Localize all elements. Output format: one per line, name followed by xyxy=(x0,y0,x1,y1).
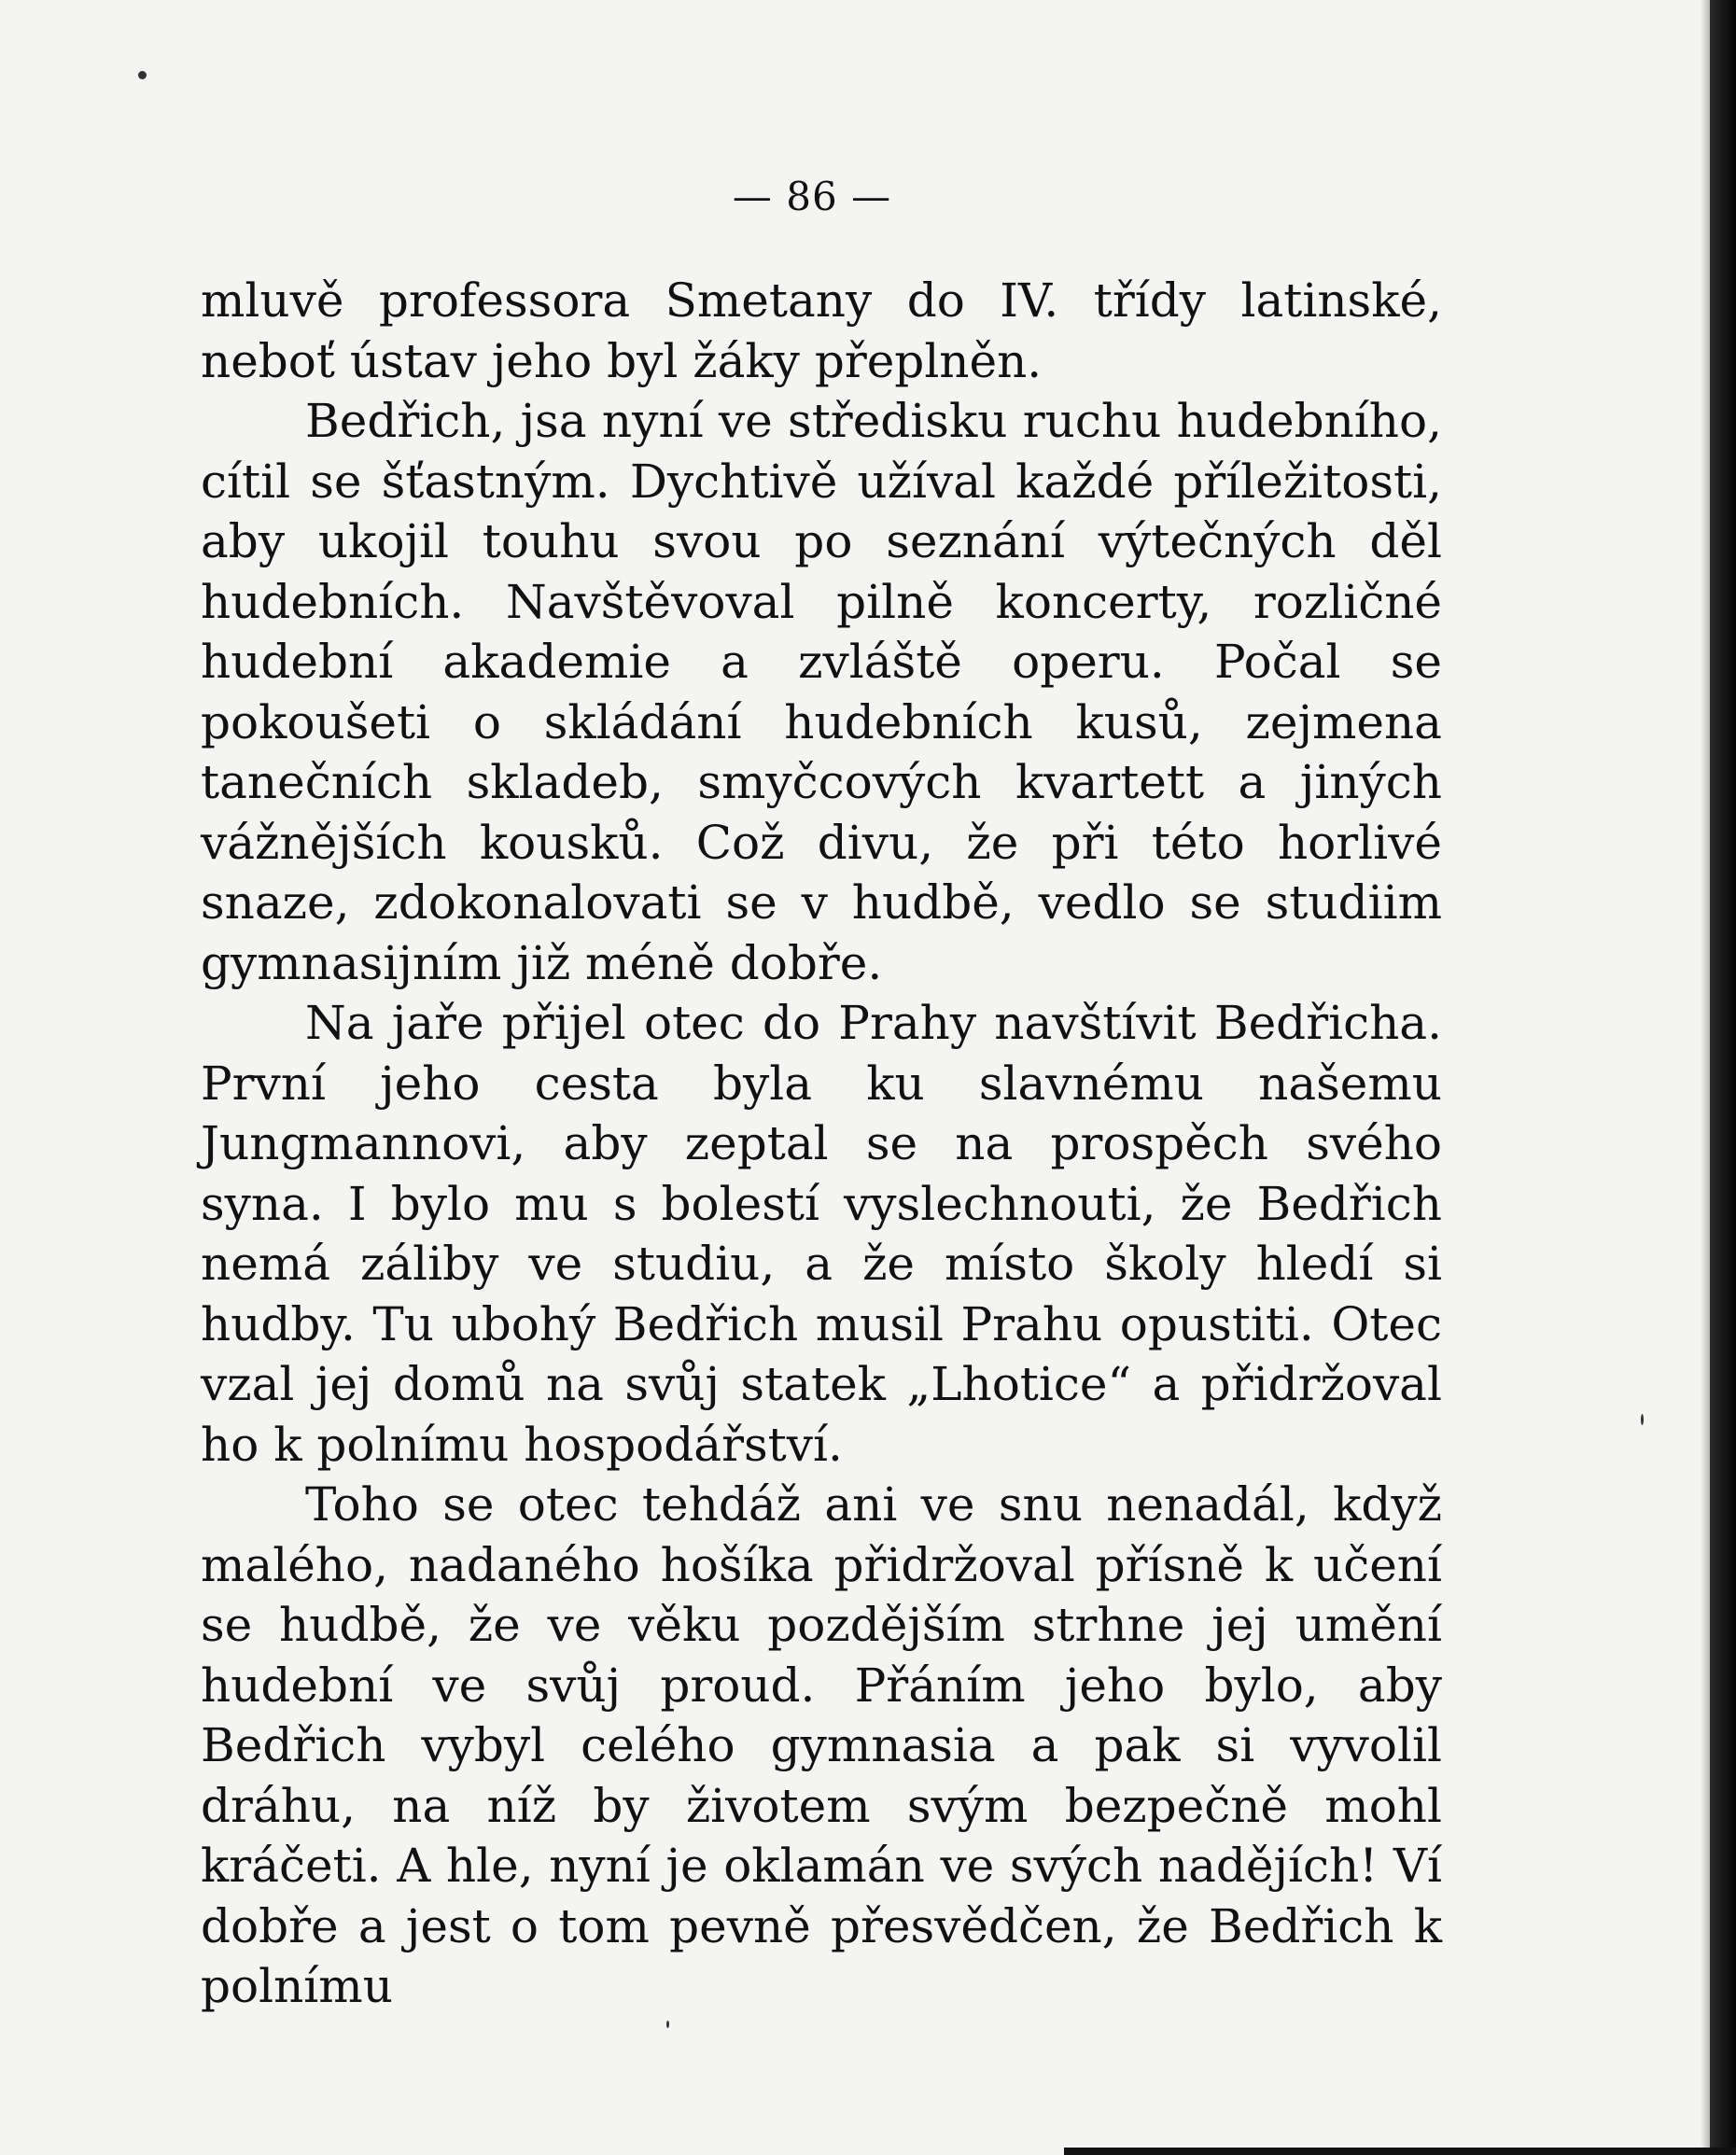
body-text xyxy=(201,271,1442,2017)
paragraph-3: Na jaře přijel otec do Prahy navštívit Bedřicha. První jeho cesta byla ku slavnému našemu Jungmannovi, aby zeptal se na prospěch svého syna. I bylo mu s bolestí vyslechnouti, že Bedřich nemá záliby ve studiu, a že místo školy hledí si hudby. Tu ubohý Bedřich musil Prahu opustiti. Otec vzal jej domů na svůj statek „Lhotice“ a přidržoval ho k polnímu hospodářství. xyxy=(201,996,1442,1472)
paragraph-1: mluvě professora Smetany do IV. třídy latinské, neboť ústav jeho byl žáky přeplněn. xyxy=(201,273,1442,388)
scan-speck xyxy=(666,2021,669,2028)
scan-speck xyxy=(1641,1414,1644,1425)
page-edge xyxy=(1710,0,1736,2155)
page-bottom-edge xyxy=(1064,2148,1736,2155)
scan-speck xyxy=(138,71,147,79)
paragraph-4: Toho se otec tehdáž ani ve snu nenadál, když malého, nadaného hošíka přidržoval přísně k učení se hudbě, že ve věku pozdějším strhne jej umění hudební ve svůj proud. Přáním jeho bylo, aby Bedřich vybyl celého gymnasia a pak si vyvolil dráhu, na níž by životem svým bezpečně mohl kráčeti. A hle, nyní je oklamán ve svých nadějích! Ví dobře a jest o tom pevně přesvědčen, že Bedřich k polnímu xyxy=(201,1477,1442,2013)
paragraph-2: Bedřich, jsa nyní ve středisku ruchu hudebního, cítil se šťastným. Dychtivě užíval každé příležitosti, aby ukojil touhu svou po seznání výtečných děl hudebních. Navštěvoval pilně koncerty, rozličné hudební akademie a zvláště operu. Počal se pokoušeti o skládání hudebních kusů, zejmena tanečních skladeb, smyčcových kvartett a jiných vážnějších kousků. Což divu, že při této horlivé snaze, zdokonalovati se v hudbě, vedlo se studiim gymnasijním již méně dobře. xyxy=(201,394,1442,990)
page-edge-shadow xyxy=(1701,0,1710,2155)
page-number: — 86 — xyxy=(732,174,892,219)
